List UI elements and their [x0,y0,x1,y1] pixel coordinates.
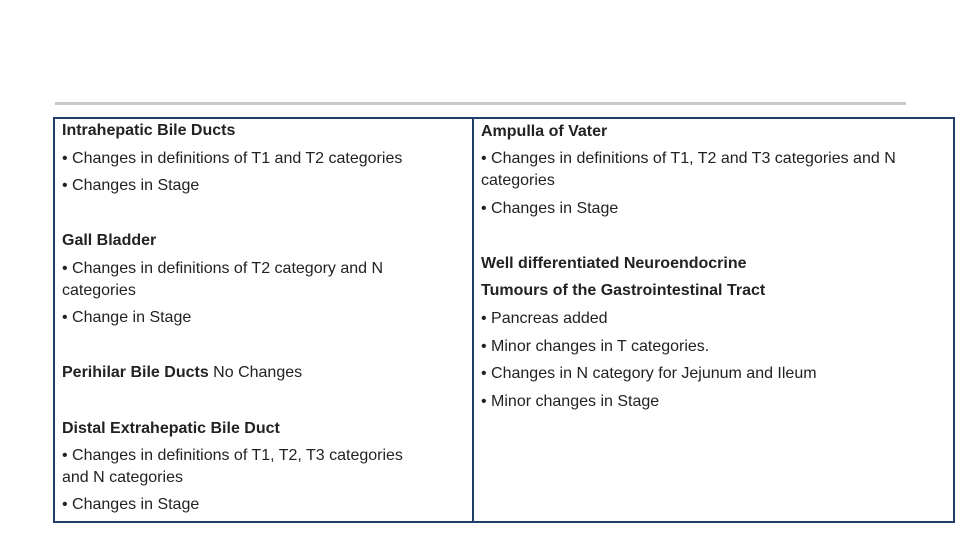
list-item: • Change in Stage [62,309,192,326]
list-item: • Minor changes in Stage [481,393,660,410]
list-item: • Changes in Stage [62,496,200,513]
list-item: • Pancreas added [481,310,608,327]
section-title-continuation: Tumours of the Gastrointestinal Tract [481,282,766,299]
list-item-continuation: categories [481,172,555,189]
list-item: • Changes in definitions of T1, T2 and T3 categories and N [481,150,896,167]
list-item: • Changes in definitions of T2 category and N [62,260,384,277]
right-panel [472,117,955,523]
section-note: No Changes [208,364,303,381]
list-item-continuation: categories [62,282,136,299]
list-item: • Changes in Stage [62,177,200,194]
header-divider [55,102,906,105]
section-title: Well differentiated Neuroendocrine [481,255,747,272]
list-item: • Changes in Stage [481,200,619,217]
perihilar-line [62,363,302,383]
list-item: • Minor changes in T categories. [481,338,710,355]
list-item: • Changes in definitions of T1, T2, T3 categories [62,447,403,464]
list-item: • Changes in definitions of T1 and T2 categories [62,150,403,167]
section-title: Intrahepatic Bile Ducts [62,122,236,139]
section-title: Ampulla of Vater [481,123,608,140]
section-title: Gall Bladder [62,232,157,249]
left-panel [53,117,473,523]
list-item-continuation: and N categories [62,469,183,486]
list-item: • Changes in N category for Jejunum and Ileum [481,365,817,382]
section-title: Perihilar Bile Ducts [62,364,209,381]
section-title: Distal Extrahepatic Bile Duct [62,420,280,437]
